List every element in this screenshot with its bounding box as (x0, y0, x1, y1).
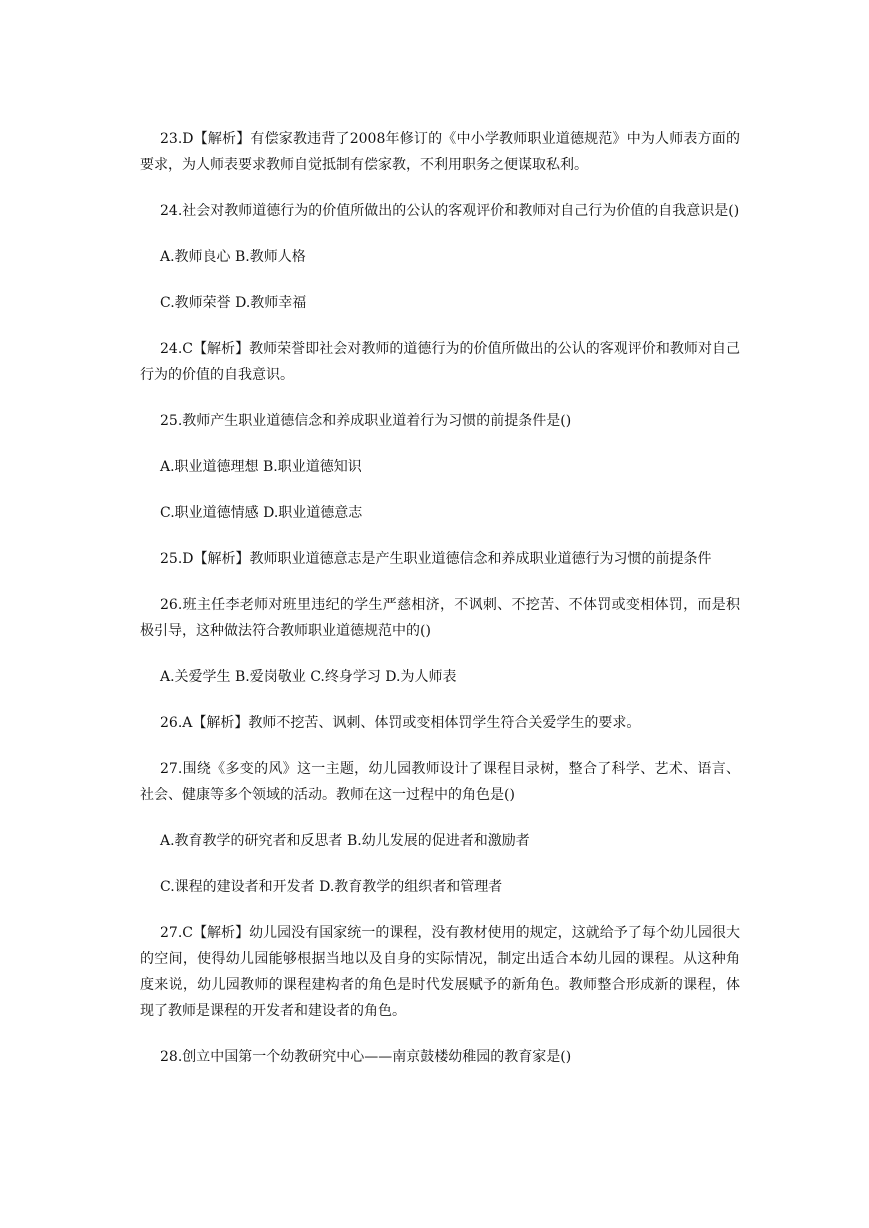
question-24-options-cd: C.教师荣誉 D.教师幸福 (160, 295, 307, 311)
question-27-options-ab: A.教育教学的研究者和反思者 B.幼儿发展的促进者和激励者 (160, 833, 530, 849)
document-body (140, 126, 740, 1090)
answer-27-explanation: 27.C【解析】幼儿园没有国家统一的课程，没有教材使用的规定，这就给予了每个幼儿园很大的空间，使得幼儿园能够根据当地以及自身的实际情况，制定出适合本幼儿园的课程。从这种角度来说，幼儿园教师的课程建构者的角色是时代发展赋予的新角色。教师整合形成新的课程，体现了教师是课程的开发者和建设者的角色。 (140, 925, 740, 1019)
question-24: 24.社会对教师道德行为的价值所做出的公认的客观评价和教师对自己行为价值的自我意识是() (160, 203, 740, 219)
question-25-options-ab: A.职业道德理想 B.职业道德知识 (160, 459, 362, 475)
question-26: 26.班主任李老师对班里违纪的学生严慈相济，不讽刺、不挖苦、不体罚或变相体罚，而是积极引导，这种做法符合教师职业道德规范中的() (140, 597, 740, 639)
question-24-options-ab: A.教师良心 B.教师人格 (160, 249, 306, 265)
question-26-options: A.关爱学生 B.爱岗敬业 C.终身学习 D.为人师表 (160, 669, 457, 685)
answer-24-explanation: 24.C【解析】教师荣誉即社会对教师的道德行为的价值所做出的公认的客观评价和教师对自己行为的价值的自我意识。 (140, 341, 740, 383)
question-28: 28.创立中国第一个幼教研究中心——南京鼓楼幼稚园的教育家是() (160, 1049, 572, 1065)
answer-23-explanation: 23.D【解析】有偿家教违背了2008年修订的《中小学教师职业道德规范》中为人师表方面的要求，为人师表要求教师自觉抵制有偿家教，不利用职务之便谋取私利。 (140, 131, 740, 173)
answer-26-explanation: 26.A【解析】教师不挖苦、讽刺、体罚或变相体罚学生符合关爱学生的要求。 (160, 715, 641, 731)
question-25-options-cd: C.职业道德情感 D.职业道德意志 (160, 505, 363, 521)
answer-25-explanation: 25.D【解析】教师职业道德意志是产生职业道德信念和养成职业道德行为习惯的前提条件 (160, 551, 712, 567)
question-27-options-cd: C.课程的建设者和开发者 D.教育教学的组织者和管理者 (160, 879, 503, 895)
question-25: 25.教师产生职业道德信念和养成职业道着行为习惯的前提条件是() (160, 413, 572, 429)
question-27: 27.围绕《多变的风》这一主题，幼儿园教师设计了课程目录树，整合了科学、艺术、语言、社会、健康等多个领域的活动。教师在这一过程中的角色是() (140, 761, 740, 803)
